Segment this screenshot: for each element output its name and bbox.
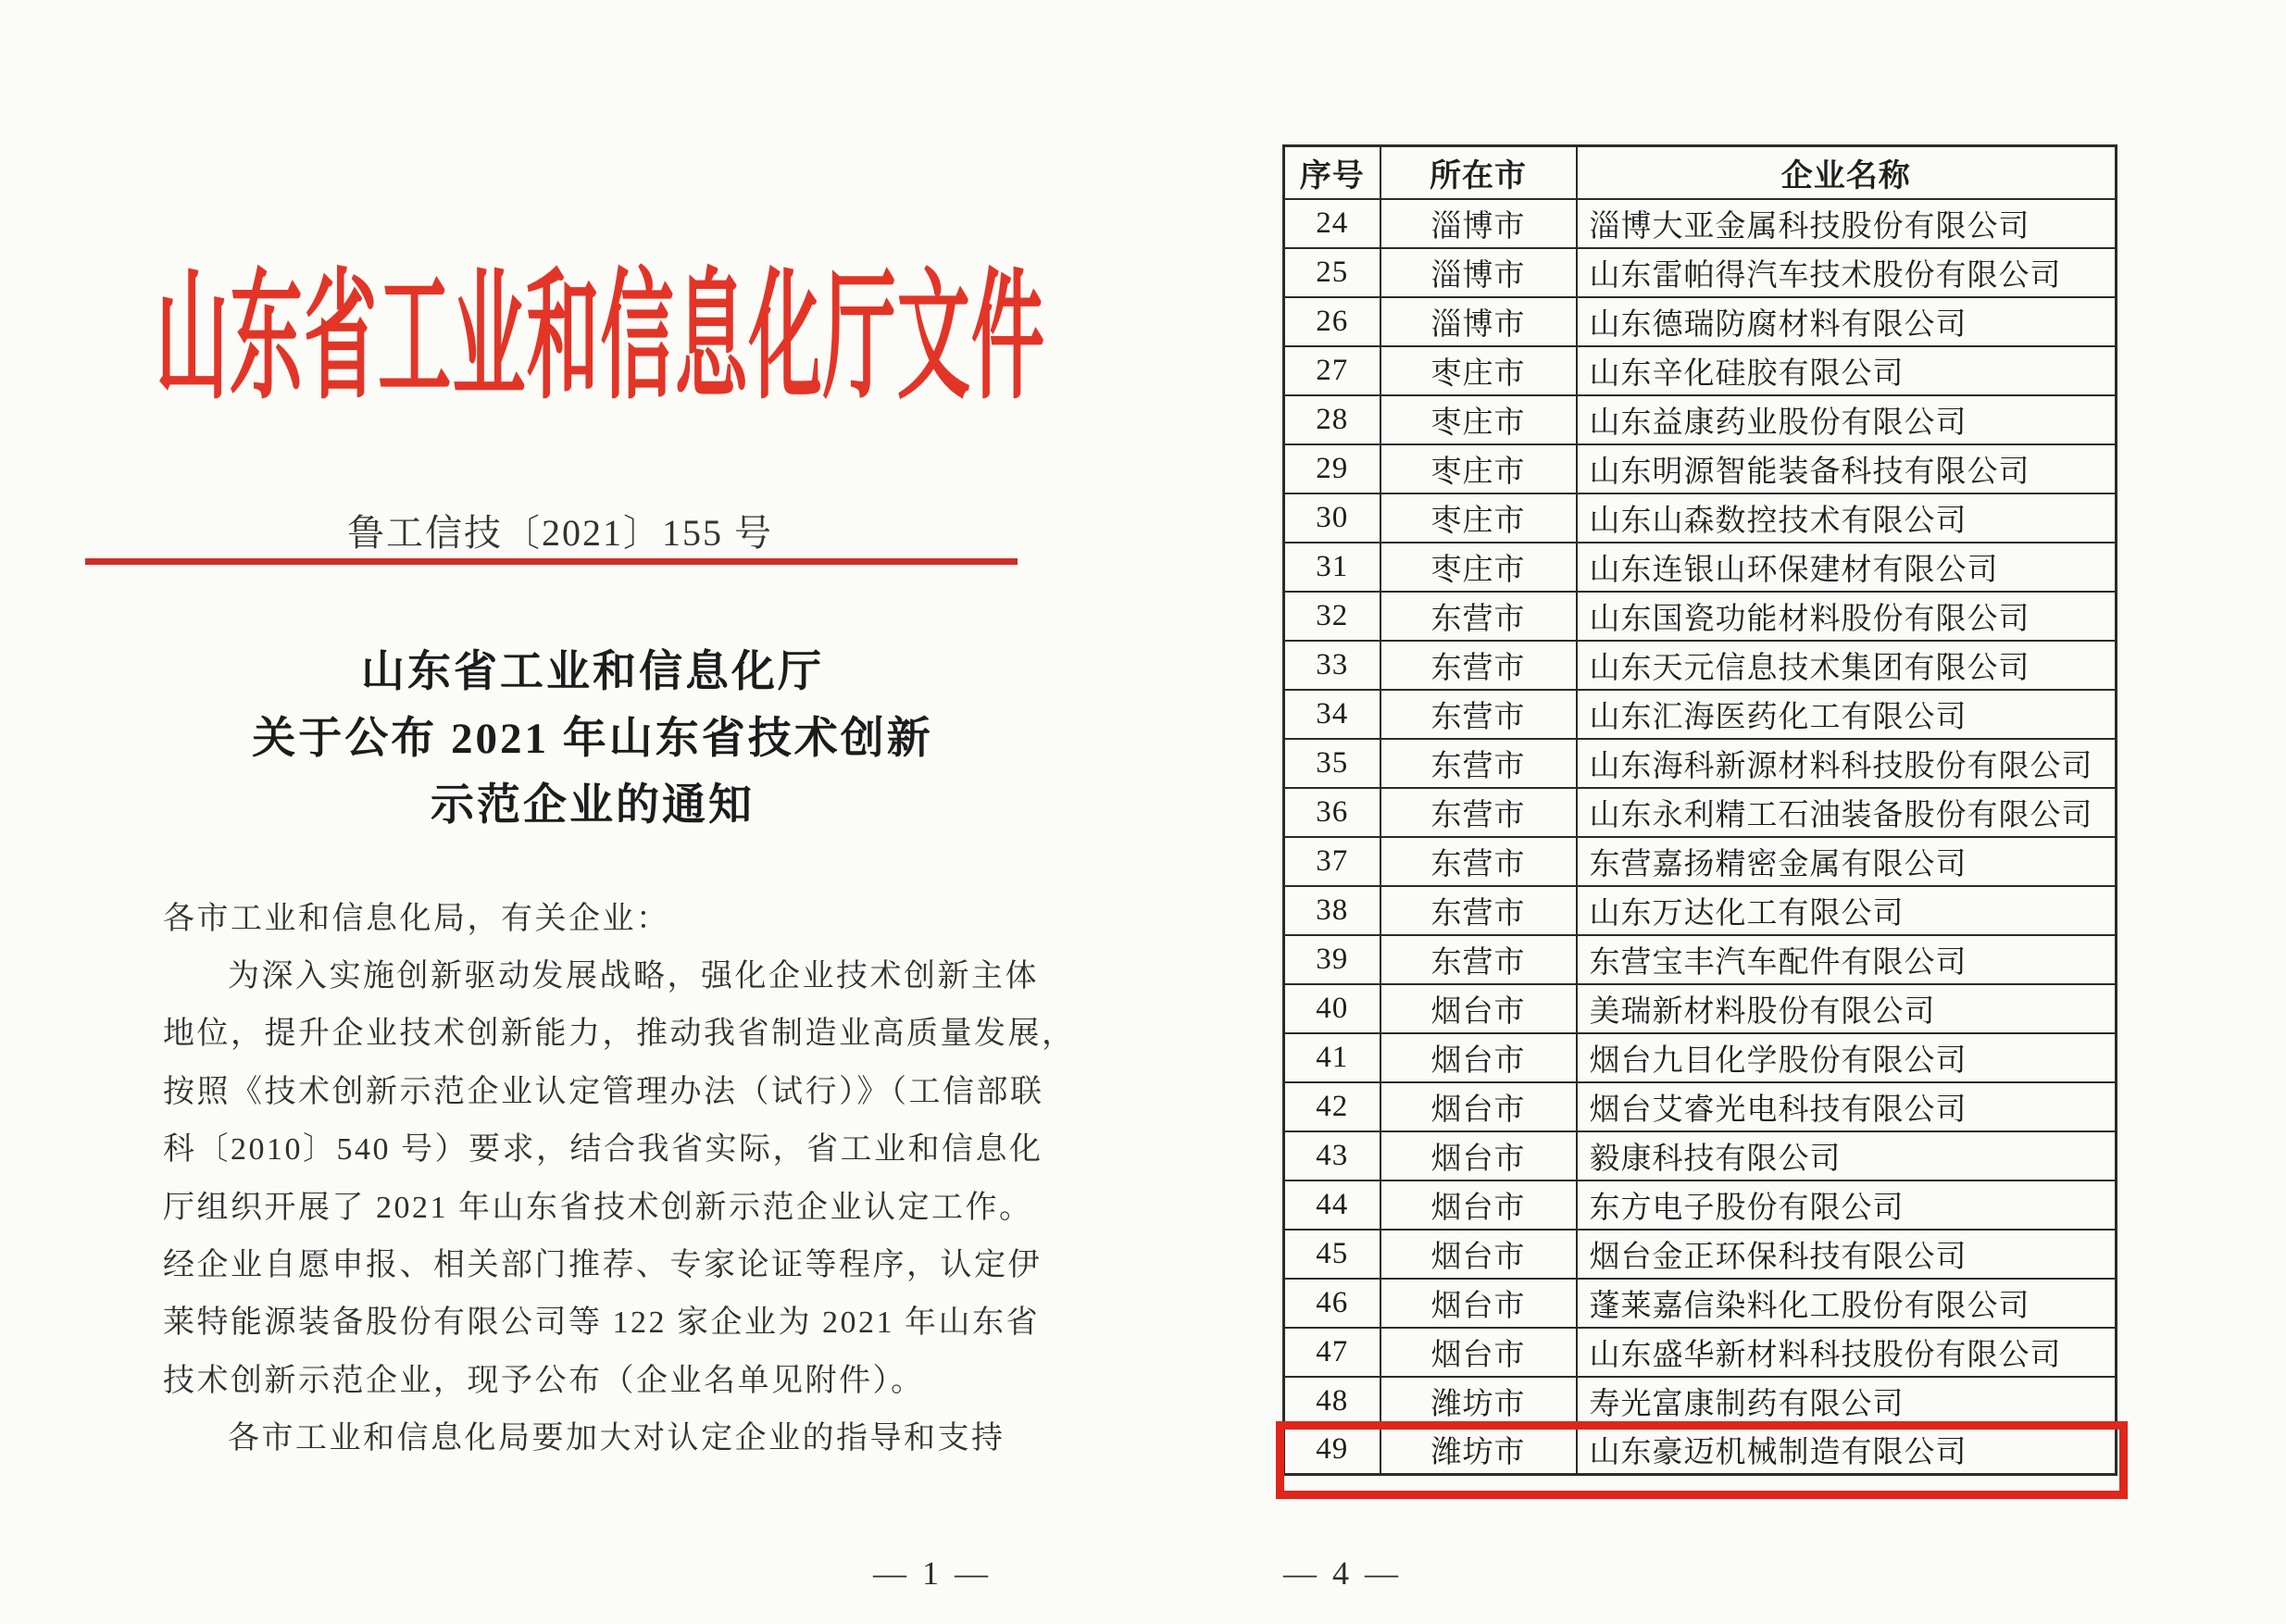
row-number-cell: 33 [1284,641,1380,690]
col-header-company: 企业名称 [1577,146,2117,199]
table-row [1284,248,2117,297]
table-row [1284,199,2117,248]
city-cell: 烟台市 [1380,1181,1577,1230]
company-name-cell: 烟台金正环保科技有限公司 [1577,1230,2117,1279]
company-name-cell: 山东辛化硅胶有限公司 [1577,346,2117,395]
company-name-cell: 东营嘉扬精密金属有限公司 [1577,837,2117,886]
city-cell: 枣庄市 [1380,444,1577,493]
city-cell: 枣庄市 [1380,493,1577,543]
city-cell: 淄博市 [1380,199,1577,248]
city-cell: 枣庄市 [1380,543,1577,592]
table-row [1284,395,2117,444]
row-number-cell: 38 [1284,886,1380,935]
table-row [1284,1377,2117,1426]
notice-title-line: 山东省工业和信息化厅 [361,648,824,696]
row-number-cell: 31 [1284,543,1380,592]
body-line: 各市工业和信息化局要加大对认定企业的指导和支持 [228,1421,1006,1456]
table-row [1284,984,2117,1033]
city-cell: 东营市 [1380,788,1577,837]
company-name-cell: 山东雷帕得汽车技术股份有限公司 [1577,248,2117,297]
red-divider-line [85,558,1018,565]
table-row [1284,788,2117,837]
table-row [1284,886,2117,935]
row-number-cell: 30 [1284,493,1380,543]
notice-title [167,639,1018,839]
city-cell: 烟台市 [1380,1082,1577,1131]
city-cell: 烟台市 [1380,1131,1577,1181]
company-name-cell: 山东益康药业股份有限公司 [1577,395,2117,444]
notice-title-line: 示范企业的通知 [431,781,755,830]
city-cell: 烟台市 [1380,1230,1577,1279]
row-number-cell: 39 [1284,935,1380,984]
company-name-cell: 烟台艾睿光电科技有限公司 [1577,1082,2117,1131]
table-row [1284,1279,2117,1328]
company-name-cell: 山东汇海医药化工有限公司 [1577,690,2117,739]
company-name-cell: 山东国瓷功能材料股份有限公司 [1577,592,2117,641]
row-number-cell: 35 [1284,739,1380,788]
row-number-cell: 26 [1284,297,1380,346]
row-number-cell: 27 [1284,346,1380,395]
page-number-right: — 4 — [1283,1555,1402,1592]
city-cell: 烟台市 [1380,1279,1577,1328]
table-row [1284,690,2117,739]
table-row [1284,444,2117,493]
row-number-cell: 44 [1284,1181,1380,1230]
row-number-cell: 25 [1284,248,1380,297]
table-row [1284,543,2117,592]
city-cell: 潍坊市 [1380,1426,1577,1475]
body-line: 厅组织开展了 2021 年山东省技术创新示范企业认定工作。 [163,1190,1033,1225]
table-row [1284,1131,2117,1181]
city-cell: 枣庄市 [1380,346,1577,395]
table-header-row [1284,146,2117,199]
company-table [1282,144,2117,1476]
salutation-line: 各市工业和信息化局，有关企业： [163,901,670,936]
body-line: 经企业自愿申报、相关部门推荐、专家论证等程序，认定伊 [163,1248,1042,1283]
body-line: 技术创新示范企业，现予公布（企业名单见附件）。 [163,1363,925,1398]
row-number-cell: 32 [1284,592,1380,641]
row-number-cell: 45 [1284,1230,1380,1279]
table-row [1284,1328,2117,1377]
company-name-cell: 山东天元信息技术集团有限公司 [1577,641,2117,690]
company-name-cell: 蓬莱嘉信染料化工股份有限公司 [1577,1279,2117,1328]
table-row [1284,641,2117,690]
company-name-cell: 毅康科技有限公司 [1577,1131,2117,1181]
city-cell: 东营市 [1380,690,1577,739]
body-line: 莱特能源装备股份有限公司等 122 家企业为 2021 年山东省 [163,1305,1040,1341]
table-row [1284,935,2117,984]
city-cell: 烟台市 [1380,984,1577,1033]
document-number: 鲁工信技〔2021〕155 号 [347,512,773,554]
row-number-cell: 29 [1284,444,1380,493]
city-cell: 淄博市 [1380,248,1577,297]
row-number-cell: 47 [1284,1328,1380,1377]
city-cell: 烟台市 [1380,1033,1577,1082]
row-number-cell: 36 [1284,788,1380,837]
row-number-cell: 42 [1284,1082,1380,1131]
row-number-cell: 43 [1284,1131,1380,1181]
row-number-cell: 41 [1284,1033,1380,1082]
company-name-cell: 山东山森数控技术有限公司 [1577,493,2117,543]
notice-title-line: 关于公布 2021 年山东省技术创新 [252,715,933,763]
company-name-cell: 寿光富康制药有限公司 [1577,1377,2117,1426]
city-cell: 东营市 [1380,935,1577,984]
company-name-cell: 山东连银山环保建材有限公司 [1577,543,2117,592]
col-header-index: 序号 [1284,146,1380,199]
body-line: 为深入实施创新驱动发展战略，强化企业技术创新主体 [228,959,1039,994]
company-name-cell: 东方电子股份有限公司 [1577,1181,2117,1230]
company-name-cell: 山东永利精工石油装备股份有限公司 [1577,788,2117,837]
row-number-cell: 37 [1284,837,1380,886]
table-row [1284,346,2117,395]
body-line: 按照《技术创新示范企业认定管理办法（试行）》（工信部联 [163,1074,1044,1109]
company-name-cell: 山东豪迈机械制造有限公司 [1577,1426,2117,1475]
table-row [1284,837,2117,886]
table-row [1284,1426,2117,1475]
table-row [1284,1181,2117,1230]
company-name-cell: 美瑞新材料股份有限公司 [1577,984,2117,1033]
company-name-cell: 山东万达化工有限公司 [1577,886,2117,935]
table-row [1284,1230,2117,1279]
body-paragraph [163,886,1080,1464]
table-row [1284,493,2117,543]
col-header-city: 所在市 [1380,146,1577,199]
city-cell: 东营市 [1380,886,1577,935]
city-cell: 东营市 [1380,837,1577,886]
company-name-cell: 山东明源智能装备科技有限公司 [1577,444,2117,493]
company-name-cell: 东营宝丰汽车配件有限公司 [1577,935,2117,984]
city-cell: 枣庄市 [1380,395,1577,444]
company-table-body [1284,199,2117,1475]
company-name-cell: 山东海科新源材料科技股份有限公司 [1577,739,2117,788]
body-line: 科〔2010〕540 号）要求，结合我省实际，省工业和信息化 [163,1132,1043,1168]
company-name-cell: 烟台九目化学股份有限公司 [1577,1033,2117,1082]
row-number-cell: 48 [1284,1377,1380,1426]
row-number-cell: 46 [1284,1279,1380,1328]
table-row [1284,1082,2117,1131]
city-cell: 淄博市 [1380,297,1577,346]
company-name-cell: 淄博大亚金属科技股份有限公司 [1577,199,2117,248]
table-row [1284,297,2117,346]
row-number-cell: 40 [1284,984,1380,1033]
table-row [1284,739,2117,788]
city-cell: 东营市 [1380,592,1577,641]
row-number-cell: 28 [1284,395,1380,444]
row-number-cell: 34 [1284,690,1380,739]
city-cell: 烟台市 [1380,1328,1577,1377]
city-cell: 东营市 [1380,641,1577,690]
city-cell: 潍坊市 [1380,1377,1577,1426]
row-number-cell: 49 [1284,1426,1380,1475]
table-row [1284,1033,2117,1082]
company-name-cell: 山东德瑞防腐材料有限公司 [1577,297,2117,346]
body-line: 地位，提升企业技术创新能力，推动我省制造业高质量发展， [163,1017,1076,1052]
letterhead-title: 山东省工业和信息化厅文件 [156,260,1045,416]
company-name-cell: 山东盛华新材料科技股份有限公司 [1577,1328,2117,1377]
page-number-left: — 1 — [873,1555,992,1592]
table-row [1284,592,2117,641]
row-number-cell: 24 [1284,199,1380,248]
city-cell: 东营市 [1380,739,1577,788]
